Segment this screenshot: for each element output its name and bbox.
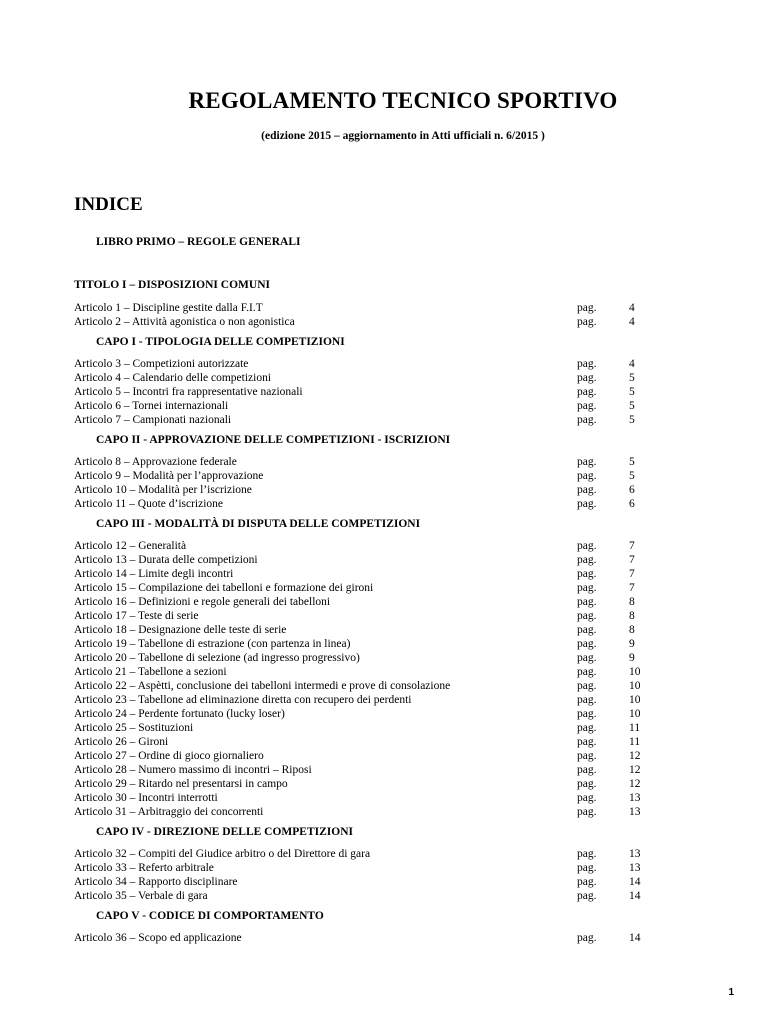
- toc-entry-page-number: 5: [629, 470, 635, 482]
- toc-entry-page-number: 9: [629, 652, 635, 664]
- toc-chapter-heading: CAPO III - MODALITÀ DI DISPUTA DELLE COMPETIZIONI: [96, 518, 421, 530]
- toc-entry-pag: pag.: [577, 680, 597, 692]
- toc-entry-label: Articolo 14 – Limite degli incontri: [74, 568, 234, 580]
- toc-entry: [74, 763, 674, 777]
- toc-entry-pag: pag.: [577, 890, 597, 902]
- toc-entry: [74, 665, 674, 679]
- toc-entry-pag: pag.: [577, 876, 597, 888]
- toc-entry: [74, 931, 674, 945]
- toc-entry-page-number: 13: [629, 862, 641, 874]
- toc-entry-pag: pag.: [577, 750, 597, 762]
- toc-entry: [74, 637, 674, 651]
- toc-chapter-heading: CAPO II - APPROVAZIONE DELLE COMPETIZIONI - ISCRIZIONI: [96, 434, 451, 446]
- toc-entry-pag: pag.: [577, 722, 597, 734]
- toc-entry-pag: pag.: [577, 386, 597, 398]
- toc-entry-page-number: 7: [629, 540, 635, 552]
- toc-entry-pag: pag.: [577, 932, 597, 944]
- toc-entry-pag: pag.: [577, 456, 597, 468]
- toc-entry: [74, 847, 674, 861]
- toc-entry-page-number: 7: [629, 568, 635, 580]
- toc-entry: [74, 749, 674, 763]
- toc-entry-page-number: 10: [629, 708, 641, 720]
- toc-entry-page-number: 5: [629, 400, 635, 412]
- toc-chapter-heading: CAPO V - CODICE DI COMPORTAMENTO: [96, 910, 324, 922]
- toc-entry-pag: pag.: [577, 638, 597, 650]
- toc-entry-pag: pag.: [577, 624, 597, 636]
- toc-entry-label: Articolo 22 – Aspètti, conclusione dei tabelloni intermedi e prove di consolazione: [74, 680, 451, 692]
- toc-entry-page-number: 11: [629, 736, 641, 748]
- toc-entry-page-number: 12: [629, 764, 641, 776]
- toc-entry-page-number: 12: [629, 778, 641, 790]
- index-heading: INDICE: [74, 194, 143, 215]
- toc-entry-page-number: 5: [629, 414, 635, 426]
- toc-entry-label: Articolo 16 – Definizioni e regole generali dei tabelloni: [74, 596, 331, 608]
- toc-entry-label: Articolo 26 – Gironi: [74, 736, 169, 748]
- toc-entry-pag: pag.: [577, 596, 597, 608]
- toc-entry-pag: pag.: [577, 484, 597, 496]
- toc-entry-label: Articolo 1 – Discipline gestite dalla F.I.T: [74, 302, 263, 314]
- toc-entry: [74, 889, 674, 903]
- toc-entry-pag: pag.: [577, 540, 597, 552]
- toc-entry-pag: pag.: [577, 316, 597, 328]
- toc-entry: [74, 385, 674, 399]
- toc-entry: [74, 707, 674, 721]
- toc-entry-page-number: 9: [629, 638, 635, 650]
- toc-entry-page-number: 4: [629, 302, 635, 314]
- toc-entry: [74, 651, 674, 665]
- toc-entry: [74, 721, 674, 735]
- document-subtitle: (edizione 2015 – aggiornamento in Atti ufficiali n. 6/2015 ): [261, 130, 545, 142]
- toc-entry-pag: pag.: [577, 582, 597, 594]
- toc-entry-label: Articolo 10 – Modalità per l’iscrizione: [74, 484, 252, 496]
- toc-entry: [74, 861, 674, 875]
- toc-entry-label: Articolo 30 – Incontri interrotti: [74, 792, 218, 804]
- toc-entry-label: Articolo 18 – Designazione delle teste di serie: [74, 624, 287, 636]
- toc-entry: [74, 455, 674, 469]
- toc-entry-label: Articolo 5 – Incontri fra rappresentative nazionali: [74, 386, 303, 398]
- toc-entry: [74, 413, 674, 427]
- toc-entry-pag: pag.: [577, 568, 597, 580]
- toc-entry-label: Articolo 31 – Arbitraggio dei concorrenti: [74, 806, 264, 818]
- toc-entry: [74, 315, 674, 329]
- toc-entry-pag: pag.: [577, 708, 597, 720]
- toc-entry-page-number: 10: [629, 666, 641, 678]
- toc-entry-pag: pag.: [577, 400, 597, 412]
- toc-entry-page-number: 5: [629, 372, 635, 384]
- toc-entry-pag: pag.: [577, 792, 597, 804]
- toc-entry-page-number: 7: [629, 554, 635, 566]
- toc-entry: [74, 679, 674, 693]
- toc-entry: [74, 539, 674, 553]
- toc-entry-label: Articolo 6 – Tornei internazionali: [74, 400, 229, 412]
- toc-entry-pag: pag.: [577, 610, 597, 622]
- toc-chapter-heading: CAPO I - TIPOLOGIA DELLE COMPETIZIONI: [96, 336, 345, 348]
- toc-entry-label: Articolo 19 – Tabellone di estrazione (con partenza in linea): [74, 638, 351, 650]
- toc-entry-label: Articolo 23 – Tabellone ad eliminazione diretta con recupero dei perdenti: [74, 694, 412, 706]
- toc-entry: [74, 595, 674, 609]
- toc-entry-page-number: 5: [629, 386, 635, 398]
- toc-entry: [74, 791, 674, 805]
- toc-entry-pag: pag.: [577, 666, 597, 678]
- toc-entry-label: Articolo 27 – Ordine di gioco giornaliero: [74, 750, 264, 762]
- toc-entry-pag: pag.: [577, 498, 597, 510]
- toc-entry-page-number: 13: [629, 806, 641, 818]
- toc-entry-page-number: 8: [629, 596, 635, 608]
- toc-entry-label: Articolo 20 – Tabellone di selezione (ad ingresso progressivo): [74, 652, 360, 664]
- toc-entry-label: Articolo 15 – Compilazione dei tabelloni e formazione dei gironi: [74, 582, 374, 594]
- table-of-contents: [74, 278, 674, 945]
- toc-entry: [74, 777, 674, 791]
- toc-entry: [74, 357, 674, 371]
- toc-entry: [74, 609, 674, 623]
- toc-entry: [74, 469, 674, 483]
- toc-entry-page-number: 14: [629, 890, 641, 902]
- toc-entry: [74, 875, 674, 889]
- toc-entry-page-number: 6: [629, 498, 635, 510]
- toc-entry: [74, 805, 674, 819]
- toc-entry-label: Articolo 3 – Competizioni autorizzate: [74, 358, 249, 370]
- toc-section-title: TITOLO I – DISPOSIZIONI COMUNI: [74, 279, 270, 291]
- toc-entry: [74, 735, 674, 749]
- toc-entry: [74, 371, 674, 385]
- toc-entry-pag: pag.: [577, 652, 597, 664]
- toc-entry-label: Articolo 12 – Generalità: [74, 540, 187, 552]
- toc-entry-label: Articolo 11 – Quote d’iscrizione: [74, 498, 224, 510]
- toc-entry-pag: pag.: [577, 778, 597, 790]
- toc-entry: [74, 623, 674, 637]
- book-heading: LIBRO PRIMO – REGOLE GENERALI: [96, 236, 301, 248]
- toc-entry-label: Articolo 13 – Durata delle competizioni: [74, 554, 258, 566]
- toc-entry: [74, 567, 674, 581]
- toc-entry-pag: pag.: [577, 848, 597, 860]
- toc-entry-page-number: 14: [629, 876, 641, 888]
- toc-entry-label: Articolo 7 – Campionati nazionali: [74, 414, 232, 426]
- toc-entry-page-number: 10: [629, 694, 641, 706]
- toc-chapter-heading: CAPO IV - DIREZIONE DELLE COMPETIZIONI: [96, 826, 353, 838]
- toc-entry-label: Articolo 35 – Verbale di gara: [74, 890, 208, 902]
- toc-entry-page-number: 13: [629, 792, 641, 804]
- toc-entry: [74, 693, 674, 707]
- toc-entry-label: Articolo 2 – Attività agonistica o non agonistica: [74, 316, 295, 328]
- toc-entry-page-number: 11: [629, 722, 641, 734]
- toc-entry-label: Articolo 32 – Compiti del Giudice arbitro o del Direttore di gara: [74, 848, 371, 860]
- toc-entry-page-number: 12: [629, 750, 641, 762]
- toc-entry-page-number: 10: [629, 680, 641, 692]
- toc-entry-label: Articolo 34 – Rapporto disciplinare: [74, 876, 238, 888]
- toc-entry-label: Articolo 9 – Modalità per l’approvazione: [74, 470, 264, 482]
- toc-entry-pag: pag.: [577, 694, 597, 706]
- toc-entry-pag: pag.: [577, 806, 597, 818]
- toc-entry-label: Articolo 4 – Calendario delle competizioni: [74, 372, 272, 384]
- toc-entry-label: Articolo 17 – Teste di serie: [74, 610, 199, 622]
- document-title: REGOLAMENTO TECNICO SPORTIVO: [188, 88, 618, 113]
- toc-entry-label: Articolo 25 – Sostituzioni: [74, 722, 194, 734]
- toc-entry-pag: pag.: [577, 862, 597, 874]
- toc-entry-page-number: 13: [629, 848, 641, 860]
- toc-entry-page-number: 7: [629, 582, 635, 594]
- toc-entry-pag: pag.: [577, 414, 597, 426]
- toc-entry-label: Articolo 24 – Perdente fortunato (lucky loser): [74, 708, 285, 720]
- toc-entry-page-number: 4: [629, 358, 635, 370]
- toc-entry-label: Articolo 8 – Approvazione federale: [74, 456, 237, 468]
- toc-entry-pag: pag.: [577, 372, 597, 384]
- toc-entry-page-number: 5: [629, 456, 635, 468]
- toc-entry: [74, 497, 674, 511]
- toc-entry-pag: pag.: [577, 764, 597, 776]
- toc-entry-label: Articolo 29 – Ritardo nel presentarsi in campo: [74, 778, 288, 790]
- toc-entry-page-number: 14: [629, 932, 641, 944]
- toc-entry-pag: pag.: [577, 554, 597, 566]
- toc-entry: [74, 399, 674, 413]
- toc-entry-page-number: 8: [629, 610, 635, 622]
- toc-entry-pag: pag.: [577, 470, 597, 482]
- toc-entry-page-number: 4: [629, 316, 635, 328]
- toc-entry: [74, 553, 674, 567]
- toc-entry-pag: pag.: [577, 302, 597, 314]
- toc-entry: [74, 483, 674, 497]
- toc-entry-page-number: 8: [629, 624, 635, 636]
- toc-entry: [74, 301, 674, 315]
- toc-entry-label: Articolo 36 – Scopo ed applicazione: [74, 932, 242, 944]
- toc-entry-label: Articolo 28 – Numero massimo di incontri – Riposi: [74, 764, 312, 776]
- toc-entry: [74, 581, 674, 595]
- toc-entry-pag: pag.: [577, 736, 597, 748]
- toc-entry-pag: pag.: [577, 358, 597, 370]
- page-number: 1: [728, 987, 734, 998]
- toc-entry-label: Articolo 33 – Referto arbitrale: [74, 862, 214, 874]
- toc-entry-page-number: 6: [629, 484, 635, 496]
- toc-entry-label: Articolo 21 – Tabellone a sezioni: [74, 666, 227, 678]
